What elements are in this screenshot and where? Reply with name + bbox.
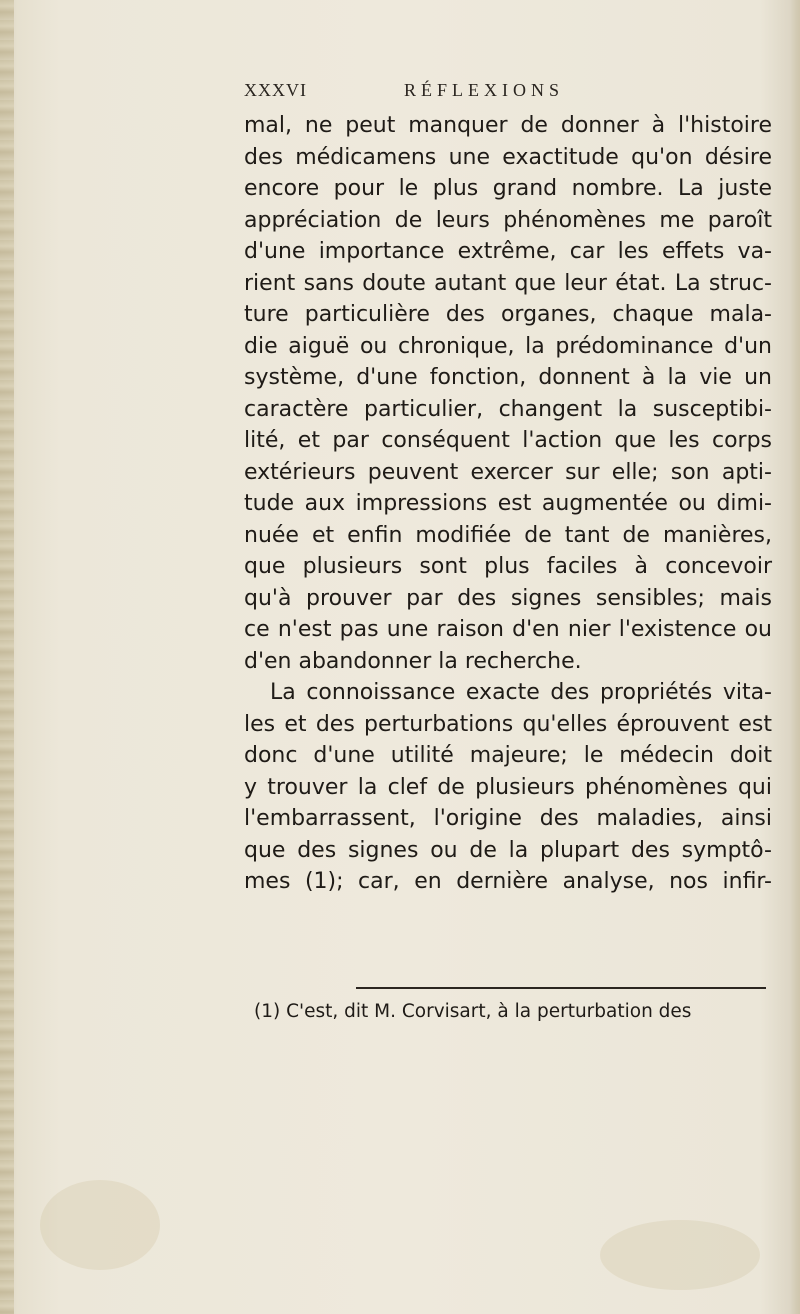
text-line: ture particulière des organes, chaque mala-	[244, 302, 772, 327]
running-title: RÉFLEXIONS	[404, 80, 565, 100]
text-line: lité, et par conséquent l'action que les corps	[244, 428, 772, 453]
paragraph-start-line: La connoissance exacte des propriétés vita-	[270, 680, 772, 705]
page-number: XXXVI	[244, 80, 307, 100]
text-line: encore pour le plus grand nombre. La juste	[244, 176, 772, 201]
page-binding-edge	[0, 0, 14, 1314]
paper-stain	[600, 1220, 760, 1290]
text-line: d'une importance extrême, car les effets va-	[244, 239, 772, 264]
text-line: que plusieurs sont plus faciles à concevoir	[244, 554, 772, 579]
text-line: mes (1); car, en dernière analyse, nos infir-	[244, 869, 772, 894]
page-header	[244, 80, 664, 110]
text-line: extérieurs peuvent exercer sur elle; son apti-	[244, 459, 772, 485]
text-line: rient sans doute autant que leur état. La struc-	[244, 270, 772, 296]
body-text	[244, 110, 772, 898]
text-line: l'embarrassent, l'origine des maladies, ainsi	[244, 806, 772, 831]
paragraph-end-line: d'en abandonner la recherche.	[244, 648, 582, 674]
text-line: die aiguë ou chronique, la prédominance d'un	[244, 333, 772, 359]
text-line: y trouver la clef de plusieurs phénomènes qui	[244, 774, 772, 800]
text-line: donc d'une utilité majeure; le médecin doit	[244, 743, 772, 768]
text-line: ce n'est pas une raison d'en nier l'existence ou	[244, 617, 772, 642]
text-line: appréciation de leurs phénomènes me paroît	[244, 207, 772, 233]
text-line: système, d'une fonction, donnent à la vie un	[244, 365, 772, 390]
text-line: mal, ne peut manquer de donner à l'histoire	[244, 113, 772, 138]
text-line: caractère particulier, changent la susceptibi-	[244, 396, 772, 422]
footnote: (1) C'est, dit M. Corvisart, à la perturbation des	[254, 1001, 692, 1022]
text-line: qu'à prouver par des signes sensibles; mais	[244, 585, 772, 611]
text-line: nuée et enfin modifiée de tant de manières,	[244, 522, 772, 548]
footnote-divider	[356, 987, 766, 989]
text-line: que des signes ou de la plupart des symptô-	[244, 837, 772, 863]
text-line: des médicamens une exactitude qu'on désire	[244, 144, 772, 170]
text-line: tude aux impressions est augmentée ou dimi-	[244, 491, 772, 516]
page-right-edge	[790, 0, 800, 1314]
text-line: les et des perturbations qu'elles éprouvent est	[244, 711, 772, 737]
paper-stain	[40, 1180, 160, 1270]
